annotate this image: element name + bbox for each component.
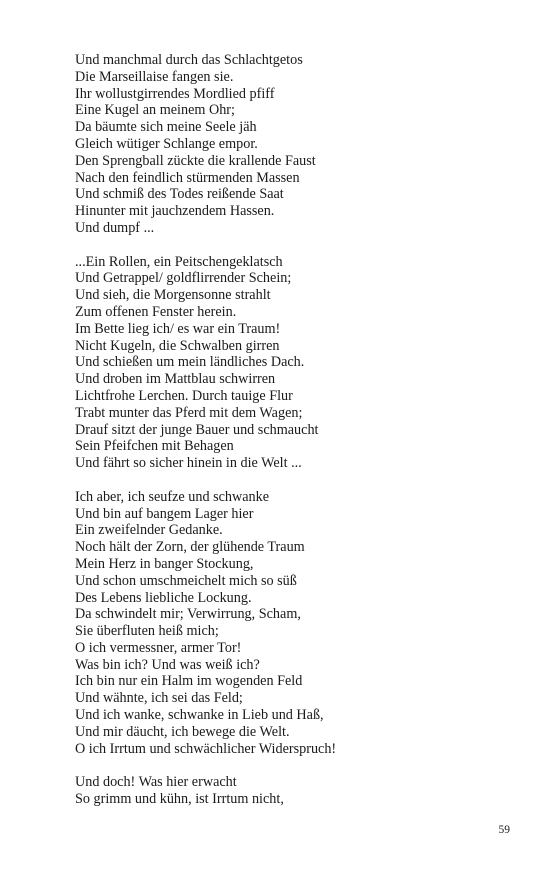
poem-line: Und droben im Mattblau schwirren — [75, 371, 276, 388]
poem-line: Des Lebens liebliche Lockung. — [75, 589, 252, 606]
stanza-1 — [75, 52, 515, 237]
poem-line: Und doch! Was hier erwacht — [75, 774, 237, 791]
stanza-3 — [75, 489, 515, 758]
poem-line: So grimm und kühn, ist Irrtum nicht, — [75, 791, 284, 808]
poem-line: Mein Herz in banger Stockung, — [75, 555, 254, 572]
poem-line: Und bin auf bangem Lager hier — [75, 505, 254, 522]
poem-line: Drauf sitzt der junge Bauer und schmaucht — [75, 421, 319, 438]
poem-line: Ich bin nur ein Halm im wogenden Feld — [75, 673, 303, 690]
poem-line: Und wähnte, ich sei das Feld; — [75, 690, 243, 707]
poem-line: Und manchmal durch das Schlachtgetos — [75, 52, 303, 68]
poem-line: Nach den feindlich stürmenden Massen — [75, 169, 300, 186]
poem-line: Da schwindelt mir; Verwirrung, Scham, — [75, 606, 301, 623]
poem-line: Nicht Kugeln, die Schwalben girren — [75, 337, 280, 354]
poem-line: Und schießen um mein ländliches Dach. — [75, 354, 305, 371]
poem-line: Da bäumte sich meine Seele jäh — [75, 119, 257, 136]
poem-line: Und mir däucht, ich bewege die Welt. — [75, 723, 290, 740]
poem-line: Und schmiß des Todes reißende Saat — [75, 186, 284, 203]
poem-line: Und dumpf ... — [75, 219, 155, 236]
poem-line: Sein Pfeifchen mit Behagen — [75, 438, 234, 455]
poem-line: Hinunter mit jauchzendem Hassen. — [75, 203, 275, 220]
poem-line: O ich Irrtum und schwächlicher Widerspruch! — [75, 740, 337, 757]
poem-line: Ein zweifelnder Gedanke. — [75, 522, 223, 539]
poem-line: Gleich wütiger Schlange empor. — [75, 135, 258, 152]
poem-line: Und ich wanke, schwanke in Lieb und Haß, — [75, 707, 324, 724]
poem-line: Und fährt so sicher hinein in die Welt ... — [75, 455, 302, 472]
poem-line: O ich vermessner, armer Tor! — [75, 639, 242, 656]
poem-line: Sie überfluten heiß mich; — [75, 623, 219, 640]
poem-line: Noch hält der Zorn, der glühende Traum — [75, 539, 305, 556]
poem-line: Und Getrappel/ goldflirrender Schein; — [75, 270, 292, 287]
stanza-2 — [75, 254, 515, 472]
poem-line: Und schon umschmeichelt mich so süß — [75, 572, 297, 589]
poem-line: Und sieh, die Morgensonne strahlt — [75, 287, 271, 304]
poem-line: Zum offenen Fenster herein. — [75, 303, 237, 320]
poem-line: Den Sprengball zückte die krallende Faust — [75, 152, 316, 169]
poem-line: Im Bette lieg ich/ es war ein Traum! — [75, 320, 281, 337]
poem-line: Ihr wollustgirrendes Mordlied pfiff — [75, 85, 275, 102]
poem-line: Die Marseillaise fangen sie. — [75, 68, 234, 85]
poem-line: Trabt munter das Pferd mit dem Wagen; — [75, 404, 303, 421]
stanza-4 — [75, 774, 515, 808]
poem-text — [75, 52, 515, 808]
page-number: 59 — [498, 824, 510, 836]
poem-line: ...Ein Rollen, ein Peitschengeklatsch — [75, 253, 283, 270]
poem-line: Lichtfrohe Lerchen. Durch tauige Flur — [75, 387, 293, 404]
poem-line: Eine Kugel an meinem Ohr; — [75, 102, 235, 119]
poem-line: Ich aber, ich seufze und schwanke — [75, 488, 270, 505]
poem-line: Was bin ich? Und was weiß ich? — [75, 656, 260, 673]
